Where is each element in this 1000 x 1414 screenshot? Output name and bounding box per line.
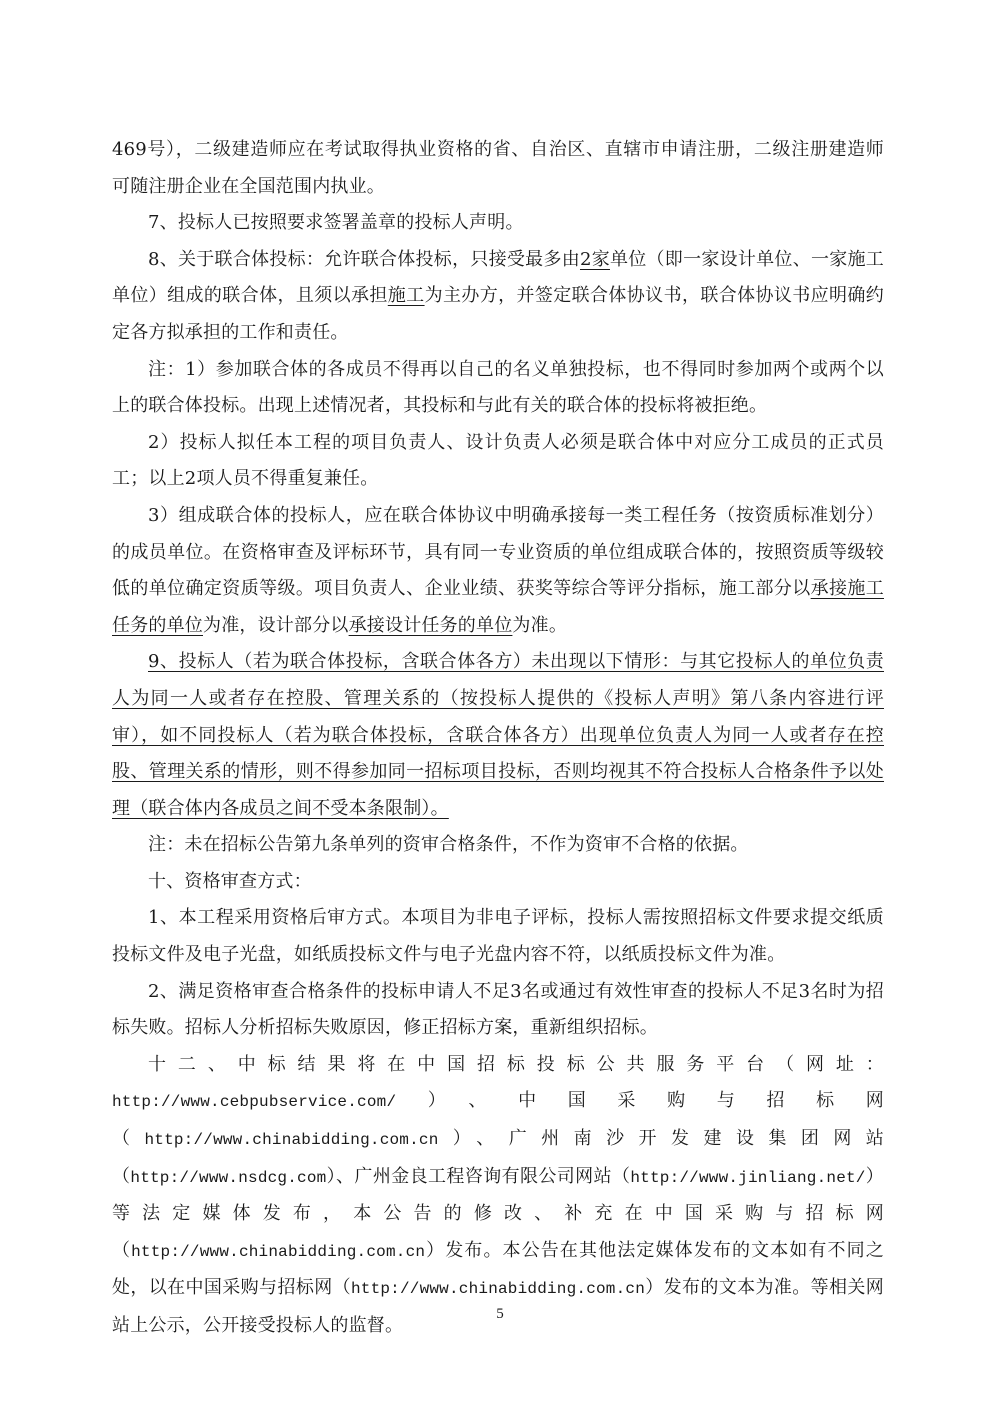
text-item-7: 7、投标人已按照要求签署盖章的投标人声明。 — [148, 212, 524, 234]
text-note-unlisted: 注：未在招标公告第九条单列的资审合格条件，不作为资审不合格的依据。 — [148, 834, 749, 856]
paragraph-note-unlisted — [112, 827, 884, 864]
paragraph-registration — [112, 132, 884, 205]
text-section-12-d: ）、广州金良工程咨询有限公司网站（ — [326, 1165, 631, 1187]
link-cebpubservice[interactable]: http://www.cebpubservice.com/ — [112, 1093, 397, 1112]
text-note-2: 2）投标人拟任本工程的项目负责人、设计负责人必须是联合体中对应分工成员的正式员工；以上2项人员不得重复兼任。 — [112, 431, 884, 490]
underlined-construction-unit: 承接施工任务的单位 — [112, 578, 884, 636]
link-nsdcg[interactable]: http://www.nsdcg.com — [130, 1168, 327, 1187]
text-note-3-a: 3）组成联合体的投标人，应在联合体协议中明确承接每一类工程任务（按资质标准划分）的成员单位。在资格审查及评标环节，具有同一专业资质的单位组成联合体的，按照资质等级较低的单位确定资质等级。项目负责人、企业业绩、获奖等综合等评分指标，施工部分以 — [112, 504, 884, 600]
underlined-design-unit: 承接设计任务的单位 — [348, 614, 513, 636]
paragraph-note-1 — [112, 352, 884, 425]
text-item-8-a: 8、关于联合体投标：允许联合体投标，只接受最多由 — [148, 248, 580, 270]
underlined-construction: 施工 — [387, 285, 425, 307]
paragraph-review-1 — [112, 900, 884, 973]
text-review-2: 2、满足资格审查合格条件的投标申请人不足3名或通过有效性审查的投标人不足3名时为招标失败。招标人分析招标失败原因，修正招标方案，重新组织招标。 — [112, 980, 884, 1039]
paragraph-review-2 — [112, 974, 884, 1047]
link-chinabidding-2[interactable]: http://www.chinabidding.com.cn — [131, 1242, 426, 1261]
text-section-12-b: ）、中国采购与招标网（ — [112, 1090, 884, 1150]
paragraph-item-7 — [112, 205, 884, 242]
text-note-3-c: 为准。 — [512, 614, 568, 636]
text-item-8-b: 单位（即一家设计单位、一家施工单位）组成的联合体，且须以承担 — [112, 248, 884, 307]
text-note-1: 注：1）参加联合体的各成员不得再以自己的名义单独投标，也不得同时参加两个或两个以上的联合体投标。出现上述情况者，其投标和与此有关的联合体的投标将被拒绝。 — [112, 358, 884, 417]
text-section-12-g: ）发布的文本为准。等相关网站上公示，公开接受投标人的监督。 — [112, 1277, 884, 1336]
section-heading-qualification-review — [112, 864, 884, 901]
link-chinabidding[interactable]: http://www.chinabidding.com.cn — [144, 1131, 439, 1150]
text-section-12-c: ）、广州南沙开发建设集团网站（ — [112, 1128, 884, 1187]
paragraph-note-3 — [112, 498, 884, 644]
text-item-9: 9、投标人（若为联合体投标，含联合体各方）未出现以下情形：与其它投标人的单位负责人为同一人或者存在控股、管理关系的（按投标人提供的《投标人声明》第八条内容进行评审），如不同投标人（若为联合体投标，含联合体各方）出现单位负责人为同一人或者存在控股、管理关系的情形，则不得参加同一招标项目投标，否则均视其不符合投标人合格条件予以处理（联合体内各成员之间不受本条限制）。 — [112, 651, 884, 819]
text-registration: 469号），二级建造师应在考试取得执业资格的省、自治区、直辖市申请注册，二级注册建造师可随注册企业在全国范围内执业。 — [112, 139, 884, 197]
text-section-12-f: ）发布。本公告在其他法定媒体发布的文本如有不同之处，以在中国采购与招标网（ — [112, 1239, 884, 1299]
text-item-8-c: 为主办方，并签定联合体协议书，联合体协议书应明确约定各方拟承担的工作和责任。 — [112, 285, 885, 343]
paragraph-note-2 — [112, 425, 884, 498]
paragraph-item-8 — [112, 242, 884, 352]
document-body — [112, 132, 884, 1345]
underlined-two-units: 2家 — [579, 248, 610, 270]
text-section-12-a: 十二、中标结果将在中国招标投标公共服务平台（网址： — [148, 1053, 884, 1075]
paragraph-item-9 — [112, 644, 884, 827]
text-section-10: 十、资格审查方式： — [148, 870, 312, 892]
text-note-3-b: 为准，设计部分以 — [203, 614, 349, 636]
text-section-12-e: ）等法定媒体发布，本公告的修改、补充在中国采购与招标网（ — [112, 1165, 885, 1261]
page-number: 5 — [496, 1306, 504, 1322]
link-jinliang[interactable]: http://www.jinliang.net/ — [630, 1168, 866, 1187]
paragraph-section-12 — [112, 1047, 884, 1345]
link-chinabidding-3[interactable]: http://www.chinabidding.com.cn — [350, 1280, 646, 1299]
text-review-1: 1、本工程采用资格后审方式。本项目为非电子评标，投标人需按照招标文件要求提交纸质投标文件及电子光盘，如纸质投标文件与电子光盘内容不符，以纸质投标文件为准。 — [112, 907, 884, 966]
